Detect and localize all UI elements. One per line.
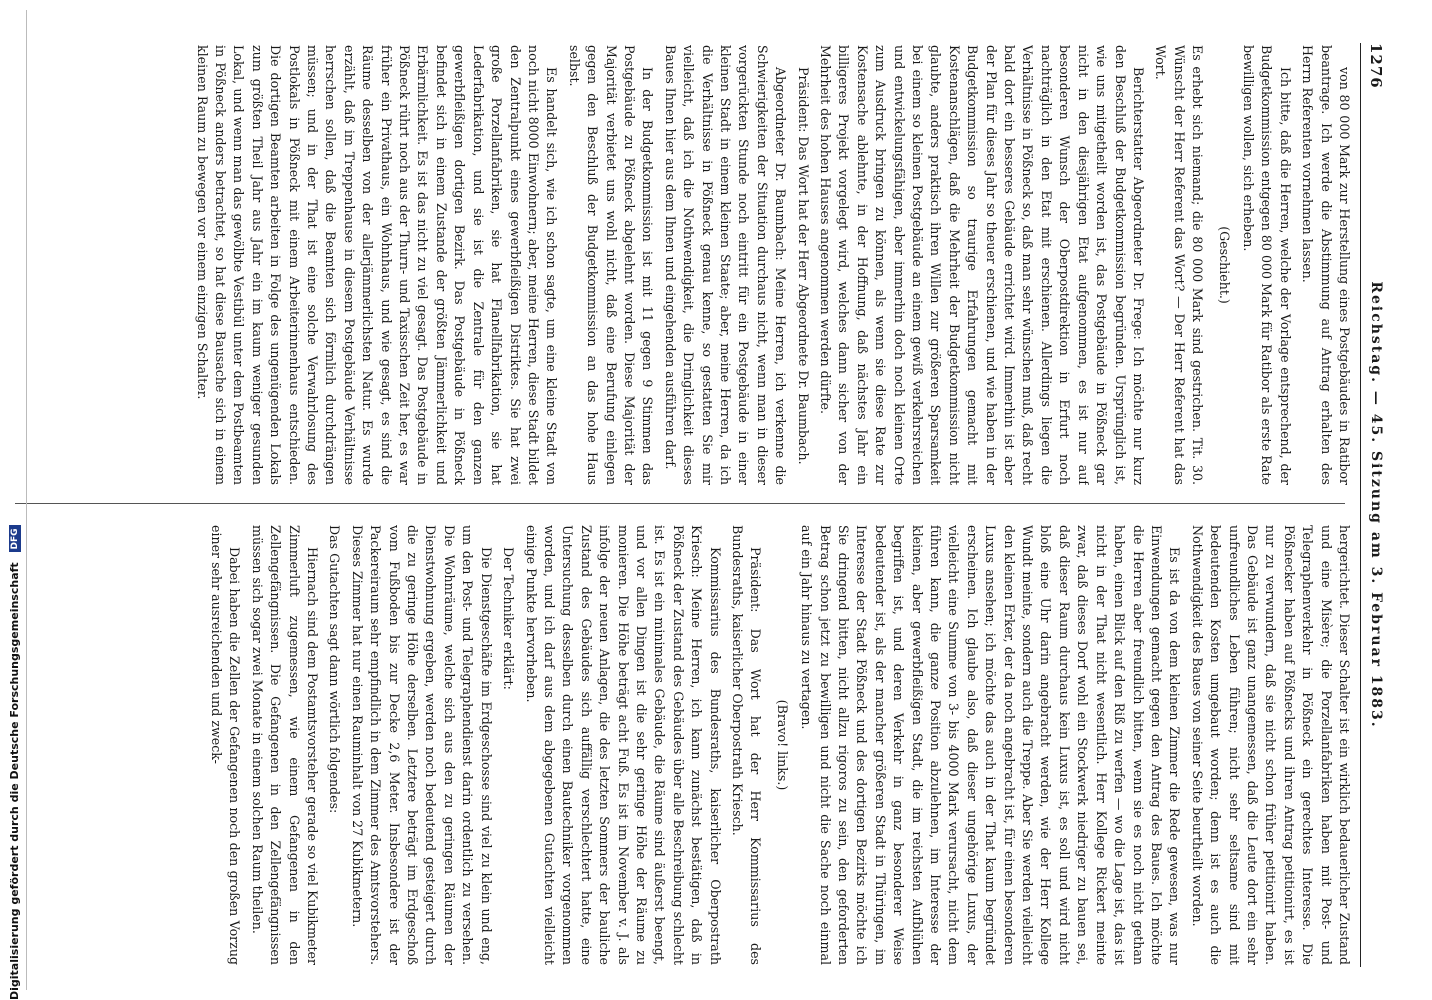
paragraph: Kommissarius des Bundesraths, kaiserlicher Oberpostrath Kriesch: Meine Herren, ich kann zunächst bestätigen, daß in Pößneck der Zustand des Gebäudes über alle Beschreibung schlecht ist. Es ist ein minimales Gebäude, die Räume sind äußerst beengt, und vor allen Dingen ist die sehr geringe Höhe der Räume zu monieren. Die Höhe beträgt acht Fuß. Es ist im November v. J. als infolge der neuen Anlagen, die des letzten Sommers der bauliche Zustand des Gebäudes sich auffällig verschlechtert hatte, eine Untersuchung desselben durch einen Bautechniker vorgenommen worden, und ich darf aus dem abgegebenen Gutachten vielleicht einige Punkte hervorheben. <box>523 525 723 965</box>
paragraph: Die Dienstgeschäfte im Erdgeschosse sind viel zu klein und eng, um den Post- und Telegraphendienst darin ordentlich zu versehen. Die Wohnräume, welche sich aus den zu geringen Räumen der Dienstwohnung ergeben, werden noch bedeutend gesteigert durch die zu geringe Höhe derselben. Letztere beträgt im Erdgeschoß vom Fußboden bis zur Decke 2,6 Meter. Insbesondere ist der Packereiraum sehr empfindlich in dem Zimmer des Amtsvorstehers. Dieses Zimmer hat nur einen Rauminhalt von 27 Kubikmetern. <box>349 525 494 965</box>
credit-divider <box>26 10 27 990</box>
paragraph: Dabei haben die Zellen der Gefangenen noch den großen Vorzug einer sehr ausreichenden und zweck- <box>209 525 243 965</box>
paragraph: Präsident: Das Wort hat der Herr Abgeordnete Dr. Baumbach. <box>795 67 811 465</box>
left-column <box>13 45 1353 485</box>
paragraph: hergerichtet. Dieser Schalter ist ein wirklich bedauerlicher Zustand und eine Misère; die Porzellanfabriken haben mit Post- und Telegraphenverkehr in Pößneck ein gerechtes Interesse. Die Pößnecker haben auf Pößnecks und ihren Antrag petitionirt, es ist nur zu verwundern, daß sie nicht schon früher petitionirt haben. Das Gebäude ist ganz unangemessen, daß die Leute dort ein sehr unfreundliches Leben führen; nicht sehr seltsame sind mit bedeutenden Kosten umgebaut worden; denn ist es auch die Nothwendigkeit des Baues von seiner Seite beurtheilt worden. <box>1189 525 1352 965</box>
paragraph: Das Gutachten sagt dann wörtlich folgendes: <box>327 525 343 814</box>
page-header <box>1360 43 1387 967</box>
paragraph: (Geschieht.) <box>1216 226 1232 304</box>
page-title: Reichstag. — 45. Sitzung am 3. Februar 1883. <box>1368 281 1384 729</box>
right-column <box>13 525 1353 965</box>
paragraph: Es erhebt sich niemand; die 80 000 Mark sind gestrichen. Tit. 30. Wünscht der Herr Referent das Wort? — Der Herr Referent hat das Wort. <box>1153 45 1206 485</box>
paragraph: Abgeordneter Dr. Baumbach: Meine Herren, ich verkenne die Schwierigkeiten der Situation durchaus nicht, wenn man in dieser vorgerückten Stunde noch eintritt für ein Postgebäude in einer kleinen Stadt in einem kleinen Staate; aber, meine Herren, da ich die Verhältnisse in Pößneck genau kenne, so gestatten Sie mir vielleicht, daß ich die Nothwendigkeit, die Dringlichkeit dieses Baues Ihnen hier aus dem Ihnen und eingehenden ausführen darf. <box>662 45 789 485</box>
paragraph: Berichterstatter Abgeordneter Dr. Frege: Ich möchte nur kurz den Beschluß der Budgetkommission begründen. Ursprünglich ist, wie uns mitgetheilt worden ist, das Postgebäude in Pößneck gar nicht in den diesjährigen Etat aufgenommen, es ist nur auf besonderen Wunsch der Oberpostdirektion in Erfurt noch nachträglich in den Etat mit erschienen. Allerdings liegen die Verhältnisse in Pößneck so, daß man sehr wünschen muß, daß recht bald dort ein besseres Gebäude errichtet wird. Immerhin ist aber der Plan für dieses Jahr so theuer erschienen, und wie haben in der Budgetkommission so traurige Erfahrungen gemacht mit Kostenanschlägen, daß die Mehrheit der Budgetkommission nicht glaubte, anders praktisch ihren Willen zur größeren Sparsamkeit bei einem so kleinen Postgebäude an einem gewiß verkehrsreichen und entwickelungsfähigen, aber immerhin doch noch kleinen Orte zum Ausdruck bringen zu können, als wenn sie diese Rate zur Kostensache ablehnte, in der Hoffnung, daß nächstes Jahr ein billigeres Projekt vorgelegt wird, welches dann sicher von der Mehrheit des hohen Hauses angenommen werden dürfte. <box>818 45 1146 485</box>
paragraph: Es ist da von dem kleinen Zimmer die Rede gewesen, was nur Einwendungen gemacht gegen den Antrag des Baues. Ich möchte die Herren aber freundlich bitten, wenn sie es noch nicht gethan haben, einen Blick auf den Riß zu werfen — wo die Lage ist, das ist nicht in der That nicht wesentlich. Herr Kollege Rickert meinte zwar, daß dieses Dorf wohl ein Stockwerk niedriger zu bauen sei, daß dieser Raum durchaus kein Luxus ist, es soll und wird nicht bloß eine Uhr darin angebracht werden, wie der Herr Kollege Wundt meinte, sondern auch die Treppe. Aber Sie werden vielleicht den kleinen Erker, der da noch angebracht ist, für einen besonderen Luxus ansehen; ich möchte das auch in der That kaum begründet erscheinen. Ich glaube also, daß dieser ungehörige Luxus, der vielleicht eine Summe von 3- bis 4000 Mark verursacht, nicht dem führen kann, die ganze Position abzulehnen, im Interesse der kleinen, aber gewerbfleißigen Stadt, die im reichsten Aufblühen begriffen ist, und deren Verkehr in ganz besonderer Weise bedeutender ist, als der mancher größeren Stadt in Thüringen, im Interesse der Stadt Pößneck und des dortigen Bezirks möchte ich Sie dringend bitten, nicht allzu rigoros zu sein, den geforderten Betrag schon jetzt zu bewilligen und nicht die Sache noch einmal auf ein Jahr hinaus zu vertagen. <box>799 525 1183 965</box>
paragraph: Der Techniker erklärt: <box>501 547 517 690</box>
paragraph: Es handelt sich, wie ich schon sagte, um eine kleine Stadt von noch nicht 8000 Einwohnern; aber, meine Herren, diese Stadt bildet den Zentralpunkt eines gewerbfleißigen Distriktes. Sie hat zwei große Porzellanfabriken, sie hat Flanellfabrikation, sie hat Lederfabrikation, und sie ist die Zentrale für den ganzen gewerbfleißigen dortigen Bezirk. Das Postgebäude in Pößneck befindet sich in einem Zustande der größten Jämmerlichkeit und Erbärmlichkeit. Es ist das nicht zu viel gesagt. Das Postgebäude in Pößneck rührt noch aus der Thurn- und Taxisschen Zeit her, es war früher ein Privathaus, ein Wohnhaus, und wie gesagt, es sind die Räume desselben von der allerjämmerlichsten Natur. Es wurde erzählt, daß im Treppenhause in diesem Postgebäude Verhältnisse herrschen sollen, daß die Beamten sich förmlich durchdrängen müssen; und in der That ist eine solche Verwahrlosung des Postlokals in Pößneck mit einem Arbeiterinnenhaus entschieden. Die dortigen Beamten arbeiten in Folge des ungenügenden Lokals zum größten Theil Jahr aus Jahr ein im kaum weniger gesunden Lokal, und wenn man das gewölbte Vestibül unter dem Postbeamten in Pößneck anders betrachtet, so hat diese Bausache sich in einem kleinen Raum zu bewegen vor einem einzigen Schalter. <box>194 45 560 485</box>
paragraph: In der Budgetkommission ist mit 11 gegen 9 Stimmen das Postgebäude zu Pößneck abgelehnt worden. Diese Majorität der Majorität verbietet uns wohl nicht, daß eine Berufung einlegen gegen den Beschluß der Budgetkommission an das hohe Haus selbst. <box>566 45 656 485</box>
dfg-logo: DFG <box>9 525 21 552</box>
credit-text: Digitalisierung gefördert durch die Deutsche Forschungsgemeinschaft <box>8 562 21 1000</box>
column-divider <box>15 503 1345 504</box>
rotated-page <box>0 25 1395 985</box>
paragraph: von 80 000 Mark zur Herstellung eines Postgebäudes in Ratibor beantrage. Ich werde die Abstimmung auf Antrag erhalten des Herrn Referenten vornehmen lassen. <box>1300 45 1352 485</box>
paragraph: (Bravo! links.) <box>774 699 790 791</box>
page-number: 1276 <box>1367 43 1385 89</box>
digitization-credit <box>8 210 20 1000</box>
paragraph: Hiernach sind dem Postamtsvorsteher gerade so viel Kubikmeter Zimmerluft zugemessen, wie einem Gefangenen in den Zellengefängnissen. Die Gefangenen in den Zellengefängnissen müssen sich sogar zwei Monate in einem solchen Raum theilen. <box>249 525 321 965</box>
paragraph: Präsident: Das Wort hat der Herr Kommissarius des Bundesraths, kaiserlicher Oberpostrath Kriesch. <box>730 525 764 965</box>
paragraph: Ich bitte, daß die Herren, welche der Vorlage entsprechend, der Budgetkommission entgegen 80 000 Mark für Ratibor als erste Rate bewilligen wollen, sich erheben. <box>1240 45 1293 485</box>
